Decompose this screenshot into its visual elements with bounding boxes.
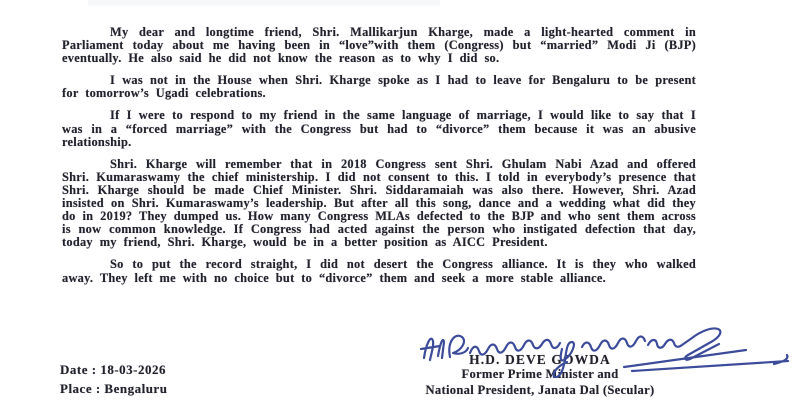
signatory-title-line2: National President, Janata Dal (Secular) [425,382,655,397]
letter-paragraph-1: My dear and longtime friend, Shri. Mallikarjun Kharge, made a light-hearted comment in Parliament today about me having been in “love”with them (Congress) but “married” Modi Ji (BJP) eventually. He also said he did not know the reason as to why I did so. [62,25,696,66]
date-line: Date : 18-03-2026 [60,362,166,377]
letter-paragraph-4: Shri. Kharge will remember that in 2018 Congress sent Shri. Ghulam Nabi Azad and offered Shri. Kumaraswamy the chief ministership. I did not consent to this. I told in everybody’s presence that Shri. Kharge should be made Chief Minister. Shri. Siddaramaiah was also there. However, Shri. Azad insisted on Shri. Kumaraswamy’s leadership. But after all this song, dance and a wedding what did they do in 2019? They dumped us. How many Congress MLAs defected to the BJP and who sent them across is now common knowledge. If Congress had acted against the person who instigated defection that day, today my friend, Shri. Kharge, would be in a better position as AICC President. [62,156,696,250]
letter-body [62,26,696,294]
date-place-block [60,361,167,398]
signature-handwriting-icon [410,316,810,378]
signatory-title-line1: Former Prime Minister and [461,367,619,381]
scan-artifact-strip [88,0,440,6]
letter-paragraph-3: If I were to respond to my friend in the same language of marriage, I would like to say that I was in a “forced marriage” with the Congress but had to “divorce” them because it was an abusive relationship. [62,108,696,149]
letter-paragraph-5: So to put the record straight, I did not desert the Congress alliance. It is they who walked away. They left me with no choice but to “divorce” them and seek a more stable alliance. [62,257,696,285]
letter-paragraph-2: I was not in the House when Shri. Kharge spoke as I had to leave for Bengaluru to be present for tomorrow’s Ugadi celebrations. [62,73,696,101]
place-line: Place : Bengaluru [60,380,168,396]
signatory-name: H.D. DEVE GOWDA [469,352,611,367]
signature-block [380,316,800,400]
signature-strokes [421,328,788,377]
